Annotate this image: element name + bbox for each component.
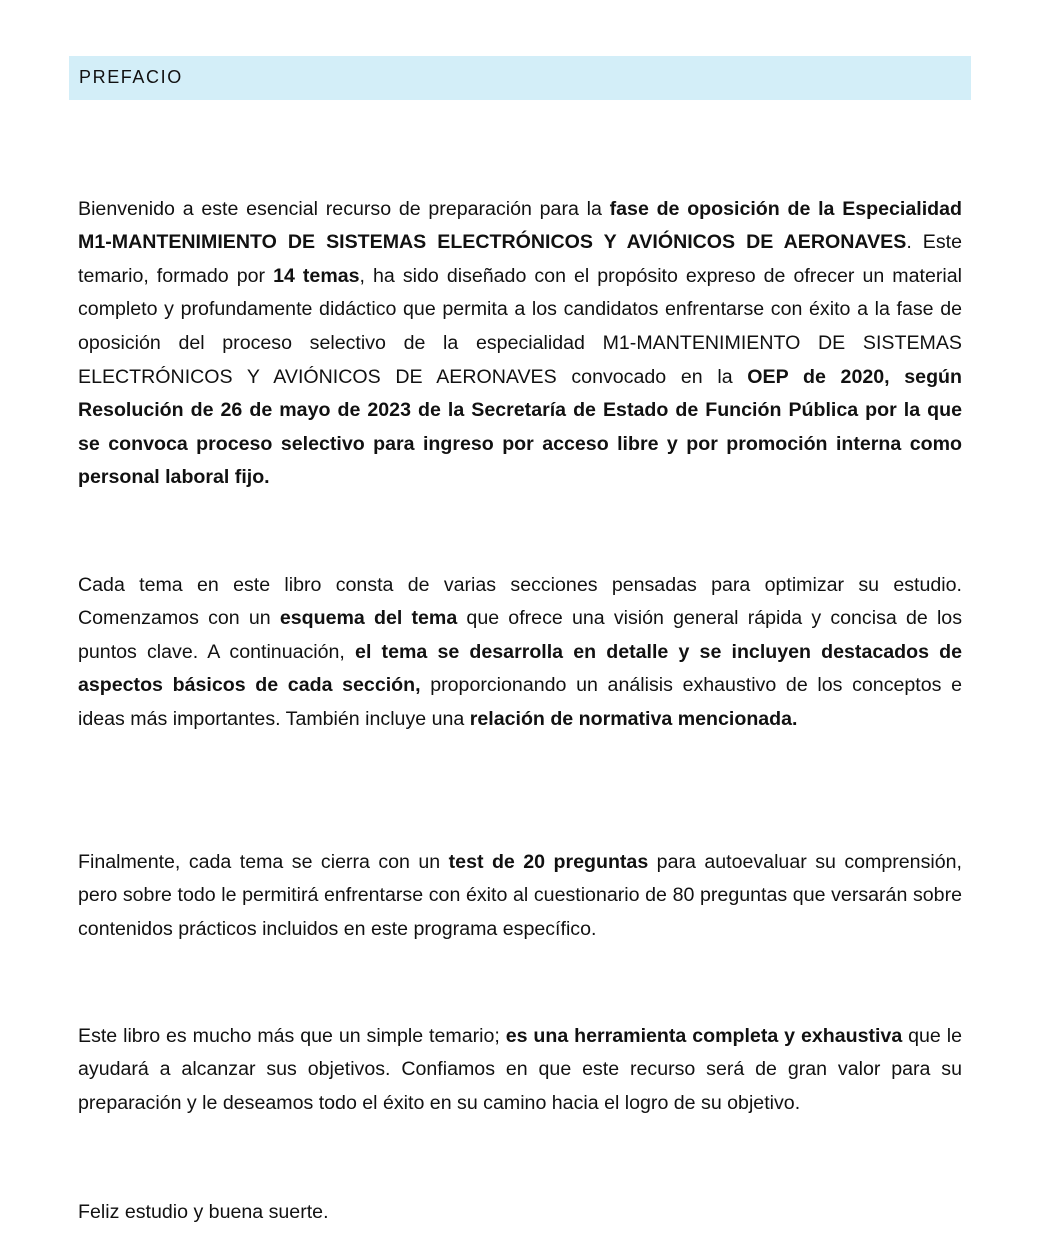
text-segment: que ofrece una visión general rápida y concisa de los puntos clave. A continuación, [78, 607, 962, 663]
bold-text-segment: fase de oposición de la Especialidad M1-MANTENIMIENTO DE SISTEMAS ELECTRÓNICOS Y AVIÓNICOS DE AERONAVES [78, 197, 962, 254]
text-segment: Finalmente, cada tema se cierra con un [78, 850, 449, 873]
text-segment: proporcionando un análisis exhaustivo de los conceptos e ideas más importantes. También incluye una [78, 674, 962, 730]
paragraph-farewell [78, 1196, 962, 1230]
section-title: PREFACIO [79, 67, 183, 87]
text-segment: Cada tema en este libro consta de varias secciones pensadas para optimizar su estudio. Comenzamos con un [78, 573, 962, 630]
bold-text-segment: relación de normativa mencionada. [469, 707, 798, 730]
text-segment: Feliz estudio y buena suerte. [78, 1200, 329, 1223]
paragraph-structure [78, 569, 962, 737]
bold-text-segment: OEP de 2020, según Resolución de 26 de mayo de 2023 de la Secretaría de Estado de Función Pública por la que se convoca proceso selectivo para ingreso por acceso libre y por promoción interna como personal laboral fijo. [78, 365, 962, 489]
text-segment: para autoevaluar su comprensión, pero sobre todo le permitirá enfrentarse con éxito al cuestionario de 80 preguntas que versarán sobre contenidos prácticos incluidos en este programa específico. [78, 850, 962, 940]
bold-text-segment: el tema se desarrolla en detalle y se incluyen destacados de aspectos básicos de cada sección, [78, 640, 962, 697]
text-segment: que le ayudará a alcanzar sus objetivos. Confiamos en que este recurso será de gran valor para su preparación y le deseamos todo el éxito en su camino hacia el logro de su objetivo. [78, 1024, 962, 1114]
text-segment: Este libro es mucho más que un simple temario; [78, 1024, 506, 1047]
bold-text-segment: 14 temas [273, 264, 360, 287]
paragraph-closing [78, 1020, 962, 1121]
bold-text-segment: es una herramienta completa y exhaustiva [505, 1024, 903, 1047]
text-segment: , ha sido diseñado con el propósito expreso de ofrecer un material completo y profundamente didáctico que permita a los candidatos enfrentarse con éxito a la fase de oposición del proceso selectivo de la especialidad M1-MANTENIMIENTO DE SISTEMAS ELECTRÓNICOS Y AVIÓNICOS DE AERONAVES convocado en la [78, 264, 962, 388]
section-header [69, 56, 971, 100]
text-segment: . Este temario, formado por [78, 231, 962, 287]
text-segment: Bienvenido a este esencial recurso de preparación para la [78, 197, 610, 220]
bold-text-segment: esquema del tema [279, 607, 458, 630]
bold-text-segment: test de 20 preguntas [448, 850, 649, 873]
paragraph-intro [78, 193, 962, 495]
paragraph-test [78, 846, 962, 947]
